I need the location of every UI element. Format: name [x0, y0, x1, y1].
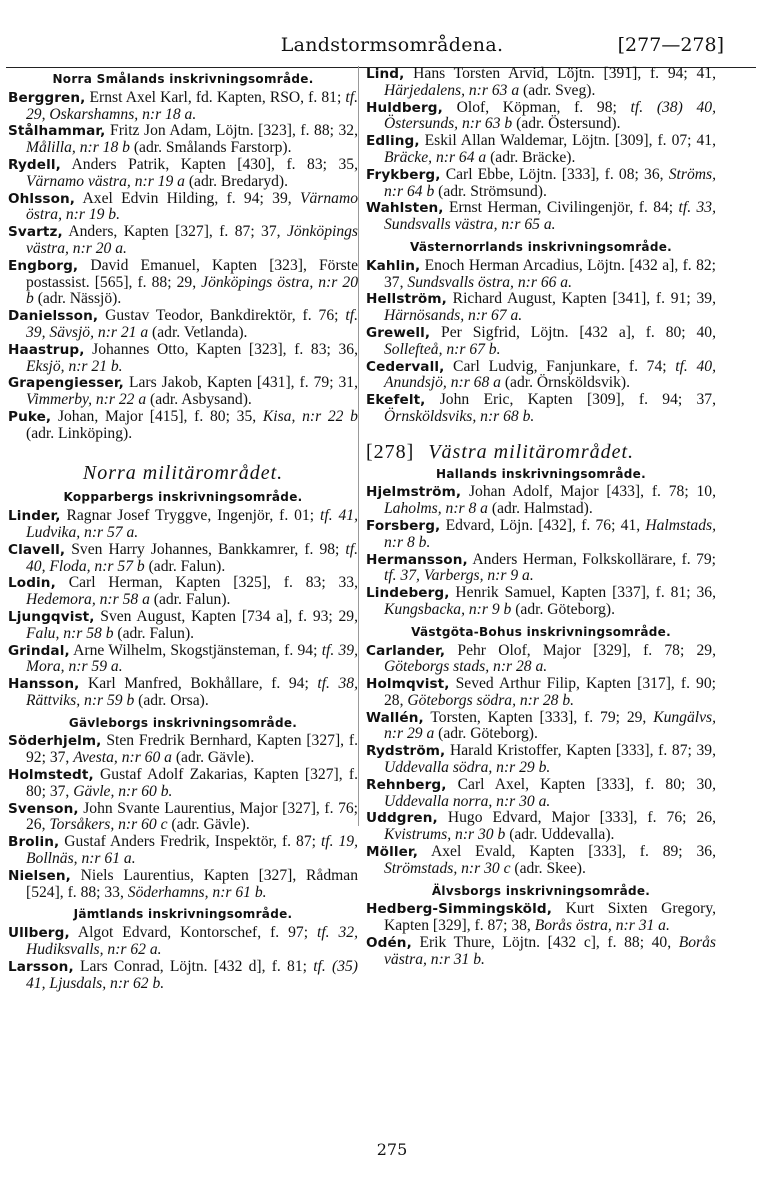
- entry-text: Johannes Otto, Kapten [323], f. 83; 36,: [92, 340, 358, 358]
- entry-name: Rydström,: [366, 743, 446, 760]
- entry-place: Söderhamns, n:r 61 b.: [127, 883, 267, 901]
- entry-address: (adr. Nässjö).: [33, 290, 122, 308]
- entry-text: Torsten, Kapten [333], f. 79; 29,: [430, 708, 654, 726]
- entry-name: Huldberg,: [366, 99, 443, 116]
- register-entry: [366, 935, 716, 969]
- entry-text: Sten Fredrik Bernhard, Kapten [327], f. 92; 37,: [26, 732, 358, 767]
- register-entry: [366, 258, 716, 292]
- register-entry: [366, 518, 716, 552]
- entry-list: [8, 733, 358, 901]
- register-entry: [366, 901, 716, 935]
- entry-text: Karl Manfred, Bokhållare, f. 94;: [87, 675, 318, 693]
- entry-list: [366, 643, 716, 878]
- register-entry: [8, 643, 358, 677]
- entry-name: Nielsen,: [8, 867, 71, 884]
- entry-name: Wallén,: [366, 709, 424, 726]
- entry-text: Lars Jakob, Kapten [431], f. 79; 31,: [128, 374, 358, 392]
- register-entry: [8, 733, 358, 767]
- entry-text: Edvard, Löjn. [432], f. 76; 41,: [445, 516, 646, 534]
- entry-address: (adr. Sveg).: [519, 81, 596, 99]
- entry-place: Värnamo östra, n:r 19 b.: [26, 189, 358, 224]
- entry-place: tf. 19, Bollnäs, n:r 61 a.: [26, 833, 358, 868]
- entry-text: Harald Kristoffer, Kapten [333], f. 87; 39,: [449, 742, 716, 760]
- entry-place: Borås västra, n:r 31 b.: [384, 934, 716, 968]
- register-entry: [366, 66, 716, 100]
- entry-text: Algot Edvard, Kontorschef, f. 97;: [77, 924, 317, 942]
- register-entry: [366, 643, 716, 677]
- entry-name: Söderhjelm,: [8, 733, 102, 750]
- entry-text: Ernst Herman, Civilingenjör, f. 84;: [449, 199, 679, 217]
- register-entry: [366, 585, 716, 619]
- register-entry: [8, 342, 358, 376]
- entry-list: [8, 508, 358, 710]
- section-heading: Norra Smålands inskrivningsområde.: [52, 72, 314, 86]
- entry-place: tf. 32, Hudiksvalls, n:r 62 a.: [26, 924, 358, 959]
- entry-list: [366, 258, 716, 426]
- entry-address: (adr. Orsa).: [134, 691, 209, 709]
- left-column: [8, 66, 358, 992]
- entry-name: Rehnberg,: [366, 776, 447, 793]
- entry-name: Svartz,: [8, 224, 63, 241]
- entry-text: Johan, Major [415], f. 80; 35,: [57, 407, 263, 425]
- entry-address: (adr. Halmstad).: [487, 500, 593, 518]
- region-page-number: [278]: [366, 440, 415, 463]
- register-entry: [366, 710, 716, 744]
- entry-name: Stålhammar,: [8, 123, 106, 140]
- register-entry: [8, 609, 358, 643]
- entry-address: (adr. Linköping).: [26, 424, 133, 442]
- entry-name: Danielsson,: [8, 308, 99, 325]
- entry-name: Ekefelt,: [366, 392, 426, 409]
- entry-name: Haastrup,: [8, 341, 85, 358]
- register-entry: [8, 959, 358, 993]
- entry-address: (adr. Falun).: [144, 557, 226, 575]
- entry-text: Enoch Herman Arcadius, Löjtn. [432 a], f. 82; 37,: [384, 256, 716, 291]
- entry-place: Uddevalla södra, n:r 29 b.: [384, 759, 551, 777]
- entry-text: Axel Edvin Hilding, f. 94; 39,: [82, 189, 300, 207]
- right-column: [366, 66, 716, 969]
- entry-name: Clavell,: [8, 541, 66, 558]
- entry-place: Gävle, n:r 60 b.: [73, 782, 173, 800]
- entry-text: Kurt Sixten Gregory, Kapten [329], f. 87; 38,: [384, 900, 717, 935]
- page-header: [0, 22, 784, 62]
- entry-name: Engborg,: [8, 257, 79, 274]
- entry-place: Laholms, n:r 8 a: [384, 500, 488, 518]
- entry-name: Odén,: [366, 935, 412, 952]
- entry-place: Hedemora, n:r 58 a: [26, 591, 150, 609]
- entry-name: Ohlsson,: [8, 190, 76, 207]
- entry-address: (adr. Uddevalla).: [505, 826, 615, 844]
- entry-place: Falu, n:r 58 b: [26, 624, 114, 642]
- entry-text: Olof, Köpman, f. 98;: [456, 98, 631, 116]
- entry-place: Sundsvalls östra, n:r 66 a.: [407, 273, 573, 291]
- section-heading: Västernorrlands inskrivningsområde.: [409, 239, 673, 254]
- section-heading: Gävleborgs inskrivningsområde.: [68, 715, 298, 730]
- entry-text: Johan Adolf, Major [433], f. 78; 10,: [468, 483, 716, 501]
- entry-text: Anders, Kapten [327], f. 87; 37,: [68, 223, 287, 241]
- register-entry: [8, 676, 358, 710]
- register-entry: [8, 90, 358, 124]
- entry-name: Brolin,: [8, 834, 60, 851]
- entry-place: Jönköpings östra, n:r 20 b: [26, 273, 358, 308]
- entry-text: Carl Herman, Kapten [325], f. 83; 33,: [68, 574, 358, 592]
- entry-place: tf. 40, Floda, n:r 57 b: [26, 540, 358, 575]
- entry-text: Eskil Allan Waldemar, Löjtn. [309], f. 07; 41,: [424, 132, 716, 150]
- entry-address: (adr. Bräcke).: [486, 148, 576, 166]
- register-entry: [8, 542, 358, 576]
- entry-name: Forsberg,: [366, 517, 441, 534]
- entry-place: Eksjö, n:r 21 b.: [26, 357, 123, 375]
- section-heading: Jämtlands inskrivningsområde.: [73, 907, 293, 922]
- register-entry: [366, 100, 716, 134]
- region-heading: [366, 440, 716, 463]
- register-entry: [366, 484, 716, 518]
- entry-place: tf. 33, Sundsvalls västra, n:r 65 a.: [384, 199, 716, 234]
- entry-name: Larsson,: [8, 958, 74, 975]
- register-entry: [8, 575, 358, 609]
- entry-name: Ullberg,: [8, 925, 70, 942]
- entry-place: tf. 38, Rättviks, n:r 59 b: [26, 675, 358, 709]
- register-entry: [366, 325, 716, 359]
- register-entry: [366, 200, 716, 234]
- register-entry: [366, 133, 716, 167]
- register-entry: [8, 224, 358, 258]
- entry-place: Borås östra, n:r 31 a.: [534, 917, 670, 935]
- entry-name: Hedberg-Simmingsköld,: [366, 901, 552, 918]
- entry-place: Sollefteå, n:r 67 b.: [384, 340, 501, 358]
- register-entry: [366, 743, 716, 777]
- entry-address: (adr. Falun).: [149, 591, 231, 609]
- entry-name: Uddgren,: [366, 810, 438, 827]
- entry-place: tf. 41, Ludvika, n:r 57 a.: [26, 507, 358, 541]
- entry-place: Värnamo västra, n:r 19 a: [26, 172, 185, 190]
- column-divider: [358, 66, 359, 826]
- entry-address: (adr. Örnsköldsvik).: [500, 374, 631, 392]
- register-entry: [8, 258, 358, 308]
- entry-text: Niels Laurentius, Kapten [327], Rådman [524], f. 88; 33,: [26, 866, 358, 901]
- entry-text: David Emanuel, Kapten [323], Förste postassist. [565], f. 88; 29,: [26, 256, 358, 291]
- entry-text: Carl Ludvig, Fanjunkare, f. 74;: [453, 357, 676, 375]
- entry-list: [366, 484, 716, 618]
- entry-name: Lindeberg,: [366, 585, 450, 602]
- entry-text: Anders Patrik, Kapten [430], f. 83; 35,: [71, 155, 358, 173]
- entry-place: Ströms, n:r 64 b: [384, 165, 716, 200]
- entry-name: Grapengiesser,: [8, 375, 124, 392]
- entry-place: Kungälvs, n:r 29 a: [384, 708, 716, 743]
- entry-name: Möller,: [366, 844, 418, 861]
- entry-name: Hermansson,: [366, 551, 468, 568]
- register-entry: [8, 767, 358, 801]
- entry-place: Göteborgs södra, n:r 28 b.: [407, 691, 575, 709]
- entry-place: Avesta, n:r 60 a: [73, 749, 172, 767]
- entry-place: Kisa, n:r 22 b: [262, 407, 358, 425]
- entry-text: Arne Wilhelm, Skogstjänsteman, f. 94;: [73, 641, 322, 659]
- register-entry: [8, 157, 358, 191]
- entry-name: Grindal,: [8, 642, 70, 659]
- register-entry: [8, 508, 358, 542]
- entry-address: (adr. Gävle).: [167, 816, 250, 834]
- entry-text: Anders Herman, Folkskollärare, f. 79;: [472, 550, 716, 568]
- entry-name: Cedervall,: [366, 358, 445, 375]
- entry-text: Lars Conrad, Löjtn. [432 d], f. 81;: [79, 957, 314, 975]
- entry-place: tf. 39, Sävsjö, n:r 21 a: [26, 307, 358, 341]
- section-heading: Västgöta-Bohus inskrivningsområde.: [411, 624, 671, 639]
- entry-text: Sven Harry Johannes, Bankkamrer, f. 98;: [71, 540, 346, 558]
- entry-place: Örnsköldsviks, n:r 68 b.: [384, 407, 535, 425]
- entry-name: Lodin,: [8, 575, 56, 592]
- entry-name: Lind,: [366, 66, 405, 82]
- entry-place: Härjedalens, n:r 63 a: [384, 81, 520, 99]
- entry-list: [366, 901, 716, 968]
- entry-address: (adr. Gävle).: [171, 749, 255, 767]
- entry-name: Frykberg,: [366, 166, 441, 183]
- entry-text: Gustaf Anders Fredrik, Inspektör, f. 87;: [64, 833, 321, 851]
- entry-name: Puke,: [8, 408, 52, 425]
- entry-place: Härnösands, n:r 67 a.: [384, 307, 523, 325]
- entry-place: Kungsbacka, n:r 9 b: [384, 600, 512, 618]
- entry-place: tf. 29, Oskarshamns, n:r 18 a.: [26, 88, 358, 123]
- entry-address: (adr. Skee).: [510, 859, 586, 877]
- entry-address: (adr. Göteborg).: [434, 725, 538, 743]
- entry-name: Edling,: [366, 133, 420, 150]
- register-entry: [8, 375, 358, 409]
- entry-text: Carl Axel, Kapten [333], f. 80; 30,: [457, 775, 716, 793]
- entry-place: Strömstads, n:r 30 c: [384, 859, 511, 877]
- entry-place: tf. (35) 41, Ljusdals, n:r 62 b.: [26, 957, 358, 992]
- entry-place: Halmstads, n:r 8 b.: [384, 516, 716, 551]
- register-entry: [366, 552, 716, 586]
- register-entry: [366, 291, 716, 325]
- entry-name: Hjelmström,: [366, 484, 462, 501]
- entry-place: Jönköpings västra, n:r 20 a.: [26, 223, 358, 257]
- entry-name: Hansson,: [8, 676, 80, 693]
- entry-name: Linder,: [8, 508, 61, 525]
- register-entry: [8, 409, 358, 443]
- register-entry: [366, 676, 716, 710]
- entry-list: [8, 925, 358, 992]
- entry-name: Holmstedt,: [8, 767, 94, 784]
- register-entry: [8, 868, 358, 902]
- entry-text: Fritz Jon Adam, Löjtn. [323], f. 88; 32,: [110, 122, 358, 140]
- section-heading: Kopparbergs inskrivningsområde.: [63, 490, 303, 505]
- entry-text: Carl Ebbe, Löjtn. [333], f. 08; 36,: [445, 165, 669, 183]
- section-heading: Älvsborgs inskrivningsområde.: [431, 883, 651, 898]
- entry-address: (adr. Asbysand).: [146, 391, 252, 409]
- entry-text: Seved Arthur Filip, Kapten [317], f. 90; 28,: [384, 675, 716, 709]
- entry-address: (adr. Bredaryd).: [184, 172, 289, 190]
- entry-name: Rydell,: [8, 156, 61, 173]
- entry-text: Ernst Axel Karl, fd. Kapten, RSO, f. 81;: [89, 88, 346, 106]
- entry-text: Per Sigfrid, Löjtn. [432 a], f. 80; 40,: [441, 323, 716, 341]
- register-entry: [366, 777, 716, 811]
- entry-place: Vimmerby, n:r 22 a: [26, 391, 147, 409]
- page-number: 275: [376, 1140, 408, 1159]
- entry-text: Pehr Olof, Major [329], f. 78; 29,: [457, 641, 717, 659]
- entry-text: Erik Thure, Löjtn. [432 c], f. 88; 40,: [419, 934, 679, 952]
- entry-text: Henrik Samuel, Kapten [337], f. 81; 36,: [455, 584, 716, 602]
- entry-text: Gustav Teodor, Bankdirektör, f. 76;: [105, 307, 346, 325]
- entry-name: Wahlsten,: [366, 200, 444, 217]
- entry-list: [366, 66, 716, 234]
- entry-list: [8, 90, 358, 443]
- entry-address: (adr. Göteborg).: [511, 600, 615, 618]
- entry-address: (adr. Vetlanda).: [148, 323, 248, 341]
- region-title: Västra militärområdet.: [428, 440, 635, 463]
- entry-address: (adr. Smålands Farstorp).: [129, 139, 292, 157]
- entry-text: Gustaf Adolf Zakarias, Kapten [327], f. 80; 37,: [26, 766, 358, 800]
- entry-address: (adr. Strömsund).: [434, 182, 547, 200]
- entry-text: Sven August, Kapten [734 a], f. 93; 29,: [100, 607, 358, 625]
- entry-place: Målilla, n:r 18 b: [26, 139, 130, 157]
- entry-text: Axel Evald, Kapten [333], f. 89; 36,: [431, 843, 716, 861]
- register-entry: [366, 359, 716, 393]
- entry-address: (adr. Falun).: [113, 624, 195, 642]
- register-entry: [366, 844, 716, 878]
- register-entry: [366, 810, 716, 844]
- entry-place: tf. 39, Mora, n:r 59 a.: [26, 641, 358, 676]
- register-entry: [8, 123, 358, 157]
- entry-place: tf. (38) 40, Östersunds, n:r 63 b: [384, 98, 716, 133]
- register-entry: [8, 801, 358, 835]
- entry-name: Grewell,: [366, 324, 431, 341]
- register-entry: [8, 834, 358, 868]
- register-entry: [366, 392, 716, 426]
- entry-name: Berggren,: [8, 89, 86, 106]
- entry-text: Richard August, Kapten [341], f. 91; 39,: [452, 290, 716, 308]
- register-entry: [8, 191, 358, 225]
- entry-place: tf. 37, Varbergs, n:r 9 a.: [384, 567, 534, 585]
- entry-text: John Eric, Kapten [309], f. 94; 37,: [439, 391, 716, 409]
- page-range: [277—278]: [617, 34, 724, 56]
- section-heading: Hallands inskrivningsområde.: [436, 466, 646, 481]
- entry-text: Hans Torsten Arvid, Löjtn. [391], f. 94; 41,: [413, 65, 716, 82]
- entry-place: Bräcke, n:r 64 a: [384, 148, 487, 166]
- entry-name: Kahlin,: [366, 257, 421, 274]
- region-heading: Norra militärområdet.: [82, 461, 284, 484]
- entry-place: Göteborgs stads, n:r 28 a.: [384, 658, 548, 676]
- entry-name: Holmqvist,: [366, 676, 450, 693]
- entry-text: John Svante Laurentius, Major [327], f. 76; 26,: [26, 799, 358, 834]
- entry-text: Ragnar Josef Tryggve, Ingenjör, f. 01;: [66, 507, 321, 525]
- entry-name: Carlander,: [366, 642, 446, 659]
- entry-place: Torsåkers, n:r 60 c: [49, 816, 168, 834]
- entry-name: Ljungqvist,: [8, 608, 95, 625]
- entry-place: Uddevalla norra, n:r 30 a.: [384, 792, 551, 810]
- entry-text: Hugo Edvard, Major [333], f. 76; 26,: [447, 809, 716, 827]
- entry-name: Hellström,: [366, 291, 447, 308]
- register-entry: [8, 925, 358, 959]
- register-entry: [366, 167, 716, 201]
- entry-place: Kvistrums, n:r 30 b: [384, 826, 506, 844]
- entry-address: (adr. Östersund).: [512, 115, 621, 133]
- entry-name: Svenson,: [8, 800, 79, 817]
- entry-place: tf. 40, Anundsjö, n:r 68 a: [384, 357, 716, 392]
- register-entry: [8, 308, 358, 342]
- running-title: Landstormsområdena.: [280, 34, 504, 56]
